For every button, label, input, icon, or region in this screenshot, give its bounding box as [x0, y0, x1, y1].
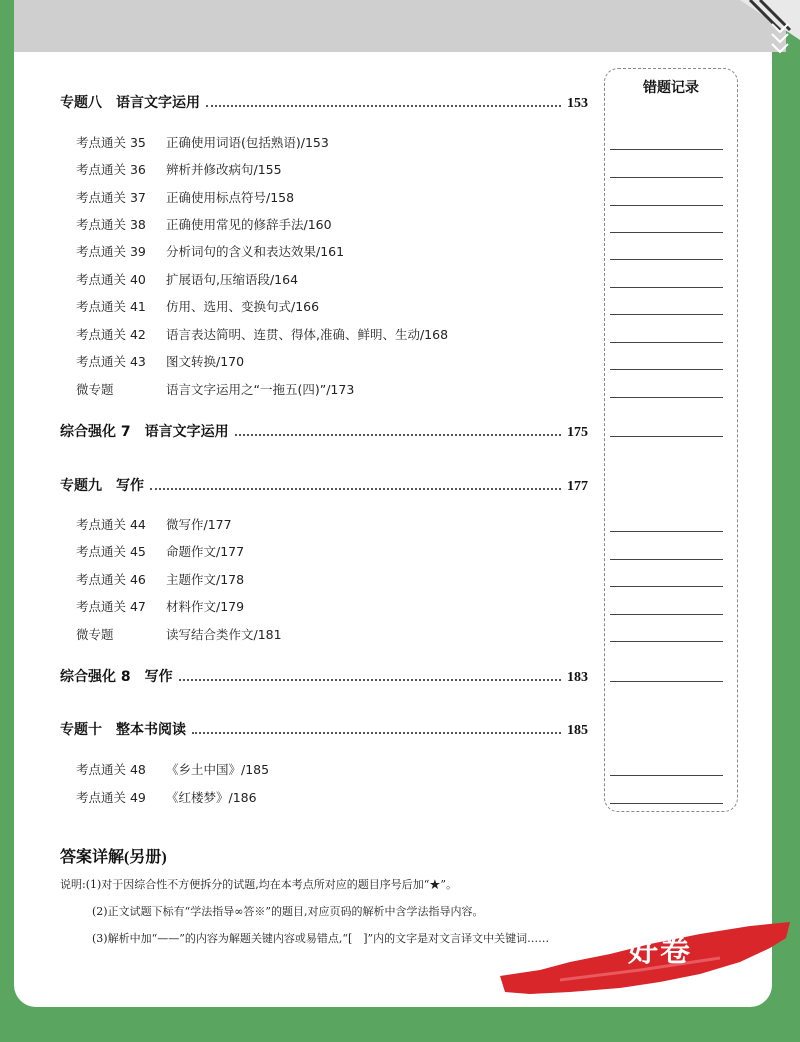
top-gray-strip [14, 0, 786, 52]
item-code: 考点通关 44 [76, 517, 146, 532]
item-text: 主题作文/178 [166, 572, 245, 587]
toc-item [76, 597, 244, 615]
item-code: 考点通关 36 [76, 162, 146, 177]
item-code: 考点通关 35 [76, 135, 146, 150]
toc-item [76, 352, 244, 370]
item-code: 考点通关 43 [76, 354, 146, 369]
item-text: 正确使用词语(包括熟语)/153 [166, 135, 329, 150]
heading-title: 语言文字运用 [116, 95, 200, 111]
heading-label: 综合强化 8 [60, 669, 131, 685]
error-record-box [604, 68, 738, 812]
error-record-line [610, 205, 723, 206]
error-record-line [610, 342, 723, 343]
item-text: 读写结合类作文/181 [166, 627, 282, 642]
toc-heading [60, 666, 588, 686]
error-record-line [610, 397, 723, 398]
error-record-line [610, 531, 723, 532]
heading-title: 写作 [116, 478, 144, 494]
item-code: 考点通关 48 [76, 762, 146, 777]
toc-heading [60, 92, 588, 112]
toc-item [76, 188, 294, 206]
error-record-line [610, 232, 723, 233]
heading-title: 写作 [144, 669, 173, 685]
error-record-line [610, 436, 723, 437]
item-code: 考点通关 41 [76, 299, 146, 314]
page-number: 185 [567, 723, 588, 738]
page-number: 177 [567, 479, 588, 494]
item-code: 考点通关 49 [76, 790, 146, 805]
item-code: 考点通关 37 [76, 190, 146, 205]
item-text: 材料作文/179 [166, 599, 245, 614]
error-record-line [610, 681, 723, 682]
item-code: 微专题 [76, 382, 114, 397]
badge-text: 好卷 [628, 934, 692, 969]
item-text: 微写作/177 [166, 517, 232, 532]
error-record-line [610, 369, 723, 370]
toc-heading [60, 475, 588, 495]
error-record-line [610, 177, 723, 178]
item-text: 《红楼梦》/186 [166, 790, 257, 805]
toc-item [76, 625, 282, 643]
item-code: 考点通关 42 [76, 327, 146, 342]
heading-label: 专题九 [60, 478, 102, 494]
item-text: 仿用、选用、变换句式/166 [166, 299, 320, 314]
item-text: 《乡土中国》/185 [166, 762, 270, 777]
item-text: 正确使用常见的修辞手法/160 [166, 217, 332, 232]
error-record-line [610, 287, 723, 288]
answer-note-2: (2)正文试题下标有“学法指导∞答※”的题目,对应页码的解析中含学法指导内容。 [92, 905, 484, 918]
toc-heading [60, 421, 588, 441]
error-record-line [610, 775, 723, 776]
item-text: 图文转换/170 [166, 354, 245, 369]
error-record-line [610, 559, 723, 560]
error-record-line [610, 803, 723, 804]
item-text: 扩展语句,压缩语段/164 [166, 272, 299, 287]
error-record-line [610, 614, 723, 615]
toc-item [76, 297, 319, 315]
toc-item [76, 160, 282, 178]
dot-leader [192, 731, 561, 734]
item-text: 正确使用标点符号/158 [166, 190, 295, 205]
dot-leader [150, 487, 561, 490]
item-code: 考点通关 39 [76, 244, 146, 259]
toc-item [76, 270, 298, 288]
page-number: 175 [567, 425, 588, 440]
toc-item [76, 542, 244, 560]
heading-title: 整本书阅读 [116, 722, 186, 738]
page-number: 153 [567, 96, 588, 111]
toc-item [76, 133, 329, 151]
dot-leader [235, 433, 561, 436]
item-text: 语言文字运用之“一拖五(四)”/173 [166, 382, 355, 397]
item-text: 辨析并修改病句/155 [166, 162, 282, 177]
error-record-title: 错题记录 [643, 80, 699, 96]
heading-label: 专题八 [60, 95, 102, 111]
answer-note-1: 说明:(1)对于因综合性不方便拆分的试题,均在本考点所对应的题目序号后加“★”。 [60, 878, 458, 891]
answer-title: 答案详解(另册) [60, 849, 167, 866]
toc-item [76, 760, 269, 778]
item-code: 考点通关 38 [76, 217, 146, 232]
heading-title: 语言文字运用 [144, 424, 229, 440]
heading-label: 专题十 [60, 722, 102, 738]
item-code: 考点通关 47 [76, 599, 146, 614]
item-code: 微专题 [76, 627, 114, 642]
item-code: 考点通关 45 [76, 544, 146, 559]
toc-item [76, 515, 232, 533]
error-record-line [610, 259, 723, 260]
error-record-line [610, 641, 723, 642]
error-record-line [610, 149, 723, 150]
page-number: 183 [567, 670, 588, 685]
toc-item [76, 788, 257, 806]
heading-label: 综合强化 7 [60, 424, 131, 440]
answer-note-3: (3)解析中加“——”的内容为解题关键内容或易错点,“[ ]”内的文字是对文言译文中关键词…… [92, 932, 550, 945]
toc-item [76, 215, 332, 233]
item-text: 分析词句的含义和表达效果/161 [166, 244, 345, 259]
item-text: 命题作文/177 [166, 544, 245, 559]
error-record-line [610, 314, 723, 315]
toc-item [76, 325, 448, 343]
dot-leader [206, 104, 561, 107]
toc-item [76, 570, 244, 588]
item-code: 考点通关 46 [76, 572, 146, 587]
error-record-line [610, 586, 723, 587]
toc-heading [60, 719, 588, 739]
item-text: 语言表达简明、连贯、得体,准确、鲜明、生动/168 [166, 327, 449, 342]
toc-item [76, 380, 354, 398]
dot-leader [179, 678, 561, 681]
toc-item [76, 242, 344, 260]
item-code: 考点通关 40 [76, 272, 146, 287]
